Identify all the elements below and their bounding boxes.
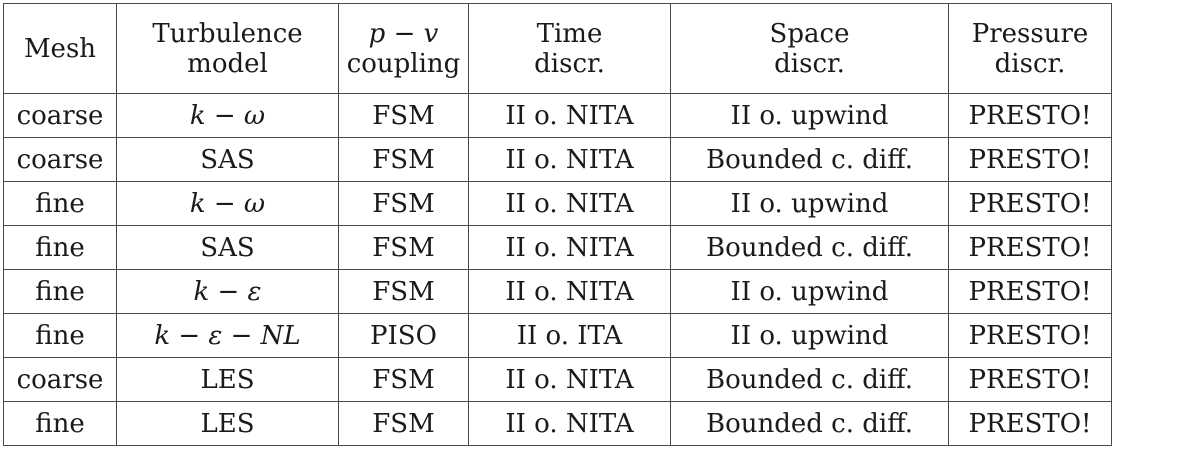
time-discr-cell: II o. NITA (469, 94, 671, 138)
table-row (4, 182, 1112, 226)
space-discr-cell: II o. upwind (671, 314, 949, 358)
mesh-cell: fine (4, 182, 117, 226)
turbulence-model-cell: LES (117, 402, 339, 446)
time-discr-cell: II o. NITA (469, 182, 671, 226)
header-space-discr: Space discr. (671, 4, 949, 94)
coupling-cell: FSM (339, 226, 469, 270)
space-discr-cell: Bounded c. diff. (671, 402, 949, 446)
table-row (4, 402, 1112, 446)
table-row (4, 226, 1112, 270)
space-discr-cell: Bounded c. diff. (671, 358, 949, 402)
coupling-cell: FSM (339, 182, 469, 226)
space-discr-cell: II o. upwind (671, 270, 949, 314)
turbulence-model-cell: LES (117, 358, 339, 402)
header-turbulence-model: Turbulence model (117, 4, 339, 94)
coupling-cell: FSM (339, 270, 469, 314)
space-discr-cell: II o. upwind (671, 182, 949, 226)
coupling-cell: FSM (339, 138, 469, 182)
header-mesh: Mesh (4, 4, 117, 94)
header-time-discr: Time discr. (469, 4, 671, 94)
space-discr-cell: Bounded c. diff. (671, 138, 949, 182)
mesh-cell: coarse (4, 138, 117, 182)
header-pv-coupling: p − v coupling (339, 4, 469, 94)
pressure-discr-cell: PRESTO! (949, 402, 1112, 446)
simulation-settings-table (3, 3, 1112, 446)
coupling-cell: FSM (339, 402, 469, 446)
coupling-cell: FSM (339, 358, 469, 402)
time-discr-cell: II o. NITA (469, 138, 671, 182)
turbulence-model-cell: SAS (117, 138, 339, 182)
time-discr-cell: II o. NITA (469, 226, 671, 270)
mesh-cell: coarse (4, 358, 117, 402)
mesh-cell: fine (4, 270, 117, 314)
pressure-discr-cell: PRESTO! (949, 270, 1112, 314)
table-container (3, 3, 1112, 446)
table-header-row (4, 4, 1112, 94)
pressure-discr-cell: PRESTO! (949, 226, 1112, 270)
time-discr-cell: II o. NITA (469, 358, 671, 402)
turbulence-model-cell: k − ω (117, 94, 339, 138)
mesh-cell: fine (4, 314, 117, 358)
table-row (4, 314, 1112, 358)
table-row (4, 138, 1112, 182)
mesh-cell: coarse (4, 94, 117, 138)
coupling-cell: FSM (339, 94, 469, 138)
time-discr-cell: II o. NITA (469, 270, 671, 314)
pressure-discr-cell: PRESTO! (949, 182, 1112, 226)
turbulence-model-cell: SAS (117, 226, 339, 270)
time-discr-cell: II o. NITA (469, 402, 671, 446)
turbulence-model-cell: k − ε − NL (117, 314, 339, 358)
mesh-cell: fine (4, 226, 117, 270)
header-pressure-discr: Pressure discr. (949, 4, 1112, 94)
time-discr-cell: II o. ITA (469, 314, 671, 358)
pressure-discr-cell: PRESTO! (949, 138, 1112, 182)
pressure-discr-cell: PRESTO! (949, 94, 1112, 138)
table-row (4, 94, 1112, 138)
table-row (4, 358, 1112, 402)
pressure-discr-cell: PRESTO! (949, 358, 1112, 402)
turbulence-model-cell: k − ε (117, 270, 339, 314)
space-discr-cell: II o. upwind (671, 94, 949, 138)
turbulence-model-cell: k − ω (117, 182, 339, 226)
coupling-cell: PISO (339, 314, 469, 358)
mesh-cell: fine (4, 402, 117, 446)
space-discr-cell: Bounded c. diff. (671, 226, 949, 270)
pressure-discr-cell: PRESTO! (949, 314, 1112, 358)
table-row (4, 270, 1112, 314)
